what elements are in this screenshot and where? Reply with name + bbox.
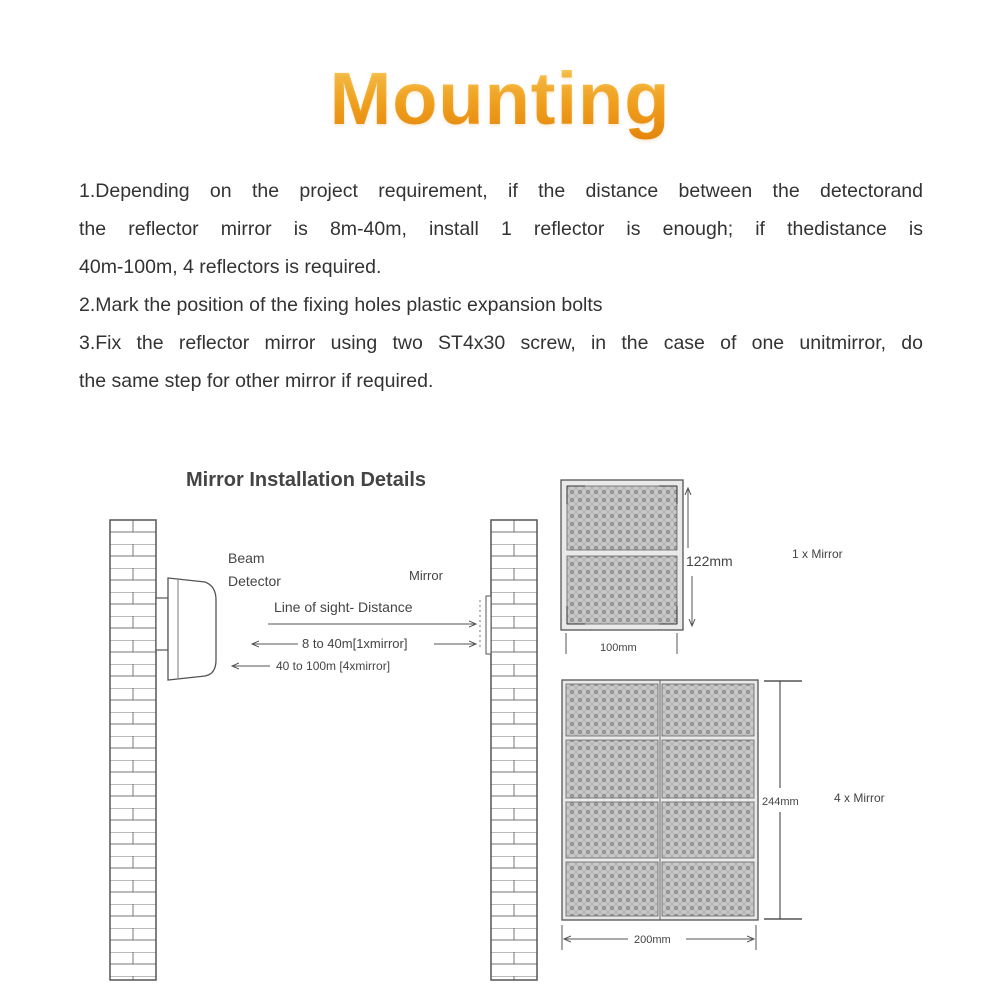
mirror-label: Mirror <box>409 568 443 583</box>
quad-mirror-caption: 4 x Mirror <box>834 791 885 805</box>
quad-width-label: 200mm <box>634 934 671 946</box>
single-height-label: 122mm <box>686 553 733 569</box>
detector-label-line-2: Detector <box>228 573 281 589</box>
wall-mirror <box>480 596 491 654</box>
left-wall <box>110 520 156 980</box>
page-title: Mounting <box>0 56 1000 141</box>
single-mirror <box>561 480 683 630</box>
range-2-label: 40 to 100m [4xmirror] <box>276 659 391 673</box>
diagram-heading: Mirror Installation Details <box>186 469 427 491</box>
beam-detector <box>156 578 216 680</box>
step-3-line-1: 3.Fix the reflector mirror using two ST4x30 screw, in the case of one unitmirror, do <box>79 332 923 354</box>
detector-label-line-1: Beam <box>228 550 265 566</box>
step-1-line-1: 1.Depending on the project requirement, if the distance between the detectorand <box>79 180 923 202</box>
step-2: 2.Mark the position of the fixing holes plastic expansion bolts <box>79 294 603 316</box>
right-wall <box>491 520 537 980</box>
line-of-sight-label: Line of sight- Distance <box>274 599 413 615</box>
single-mirror-caption: 1 x Mirror <box>792 547 843 561</box>
quad-height-label: 244mm <box>762 796 799 808</box>
step-1-line-3: 40m-100m, 4 reflectors is required. <box>79 256 382 278</box>
range-1-label: 8 to 40m[1xmirror] <box>302 636 408 651</box>
single-width-label: 100mm <box>600 642 637 654</box>
quad-mirror <box>562 680 758 920</box>
step-1-line-2: the reflector mirror is 8m-40m, install 1 reflector is enough; if thedistance is <box>79 218 923 240</box>
step-3-line-2: the same step for other mirror if required. <box>79 370 434 392</box>
